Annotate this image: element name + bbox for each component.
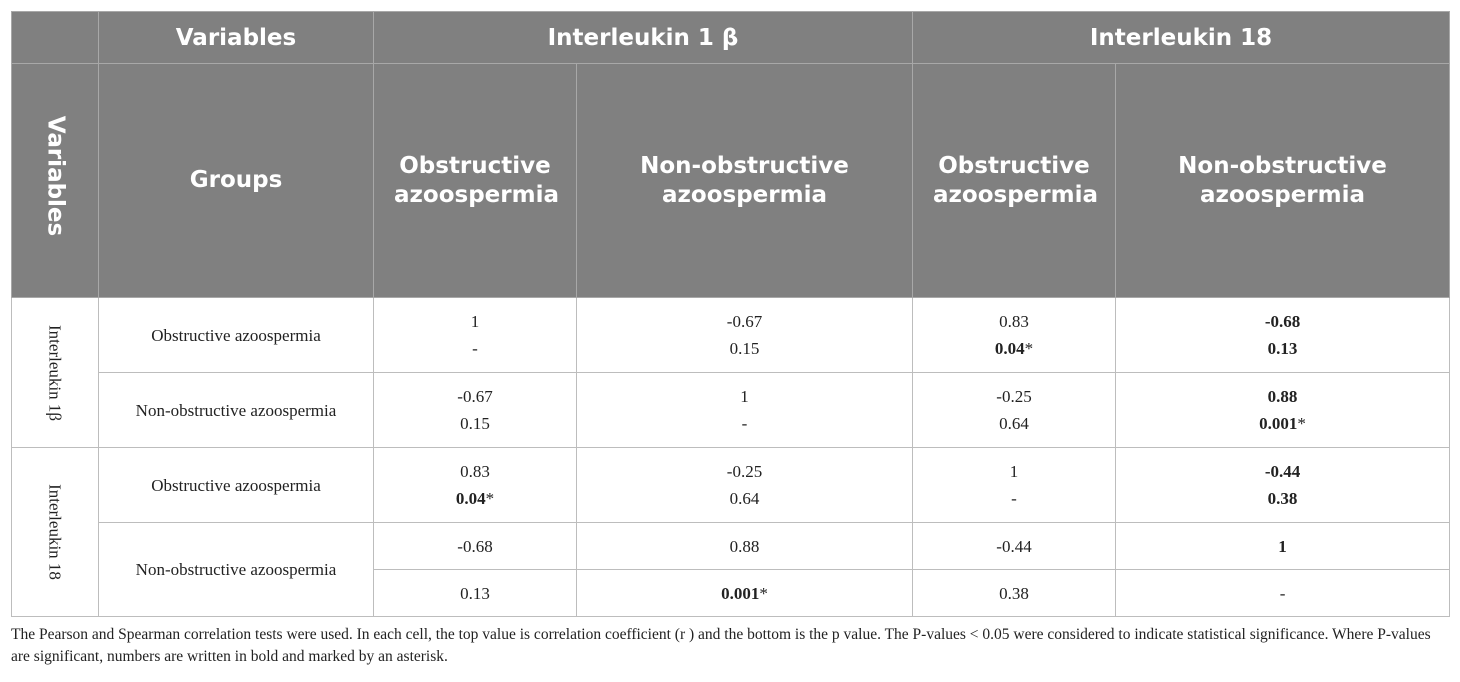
cell-p: 0.001* — [577, 570, 913, 617]
header-interleukin-18: Interleukin 18 — [913, 12, 1450, 64]
cell-r: -0.68 — [1264, 312, 1301, 331]
cell-r: -0.25 — [726, 462, 763, 481]
header-corner — [12, 12, 99, 64]
cell-r: -0.44 — [1264, 462, 1301, 481]
header-interleukin-1b: Interleukin 1 β — [374, 12, 913, 64]
header-col-4: Non-obstructive azoospermia — [1116, 64, 1450, 298]
row-label: Non-obstructive azoospermia — [99, 523, 374, 617]
cell — [1116, 448, 1450, 523]
cell-r: -0.44 — [913, 523, 1116, 570]
table-footnote: The Pearson and Spearman correlation tests were used. In each cell, the top value is correlation coefficient (r ) and the bottom is the p value. The P-values < 0.05 were considered to indicate statistical significance. Where P-values are significant, numbers are written in bold and marked by an asterisk. — [11, 626, 1431, 665]
cell — [913, 448, 1116, 523]
cell-r: 1 — [1116, 523, 1450, 570]
cell-p: - — [741, 414, 748, 433]
cell — [1116, 373, 1450, 448]
cell-p: - — [1011, 489, 1017, 508]
cell — [374, 298, 577, 373]
cell-p: 0.04* — [994, 339, 1034, 358]
correlation-table — [11, 11, 1450, 617]
cell — [1116, 298, 1450, 373]
table-row — [12, 298, 1450, 373]
row-group-label: Interleukin 1β — [45, 324, 65, 421]
header-variables: Variables — [99, 12, 374, 64]
cell-r: -0.67 — [457, 387, 493, 406]
cell-r: 0.88 — [1267, 387, 1298, 406]
header-col-1: Obstructive azoospermia — [374, 64, 577, 298]
cell — [374, 448, 577, 523]
cell-p: 0.64 — [729, 489, 760, 508]
cell — [913, 298, 1116, 373]
cell-p: 0.15 — [729, 339, 760, 358]
cell-p: - — [472, 339, 478, 358]
table-row — [12, 373, 1450, 448]
header-col-2: Non-obstructive azoospermia — [577, 64, 913, 298]
header-variables-vertical — [12, 64, 99, 298]
cell-p: 0.38 — [913, 570, 1116, 617]
table-row — [12, 448, 1450, 523]
cell — [577, 298, 913, 373]
table-body — [12, 298, 1450, 617]
header-col-3: Obstructive azoospermia — [913, 64, 1116, 298]
cell — [913, 373, 1116, 448]
cell-p: 0.001* — [1259, 414, 1306, 433]
cell-r: 0.88 — [577, 523, 913, 570]
row-label: Obstructive azoospermia — [99, 448, 374, 523]
cell-r: 0.83 — [460, 462, 490, 481]
header-groups: Groups — [99, 64, 374, 298]
cell-p: 0.04* — [455, 489, 495, 508]
table-row — [12, 523, 1450, 570]
cell-r: -0.25 — [996, 387, 1032, 406]
row-label: Obstructive azoospermia — [99, 298, 374, 373]
cell-p: 0.38 — [1267, 489, 1298, 508]
cell-r: 1 — [1009, 462, 1019, 481]
row-group-interleukin-18 — [12, 448, 99, 617]
cell-p: 0.13 — [1267, 339, 1298, 358]
cell-p: 0.64 — [999, 414, 1029, 433]
cell-p: 0.13 — [374, 570, 577, 617]
cell-r: -0.68 — [374, 523, 577, 570]
cell-p: 0.15 — [460, 414, 490, 433]
cell-r: 0.83 — [999, 312, 1029, 331]
cell — [577, 373, 913, 448]
cell-r: 1 — [470, 312, 480, 331]
table-header — [12, 12, 1450, 298]
cell — [577, 448, 913, 523]
row-group-label: Interleukin 18 — [45, 484, 65, 580]
cell-r: 1 — [740, 387, 749, 406]
row-group-interleukin-1b — [12, 298, 99, 448]
header-variables-vertical-text: Variables — [42, 115, 69, 237]
cell-p: - — [1116, 570, 1450, 617]
cell-r: -0.67 — [726, 312, 763, 331]
row-label: Non-obstructive azoospermia — [99, 373, 374, 448]
cell — [374, 373, 577, 448]
